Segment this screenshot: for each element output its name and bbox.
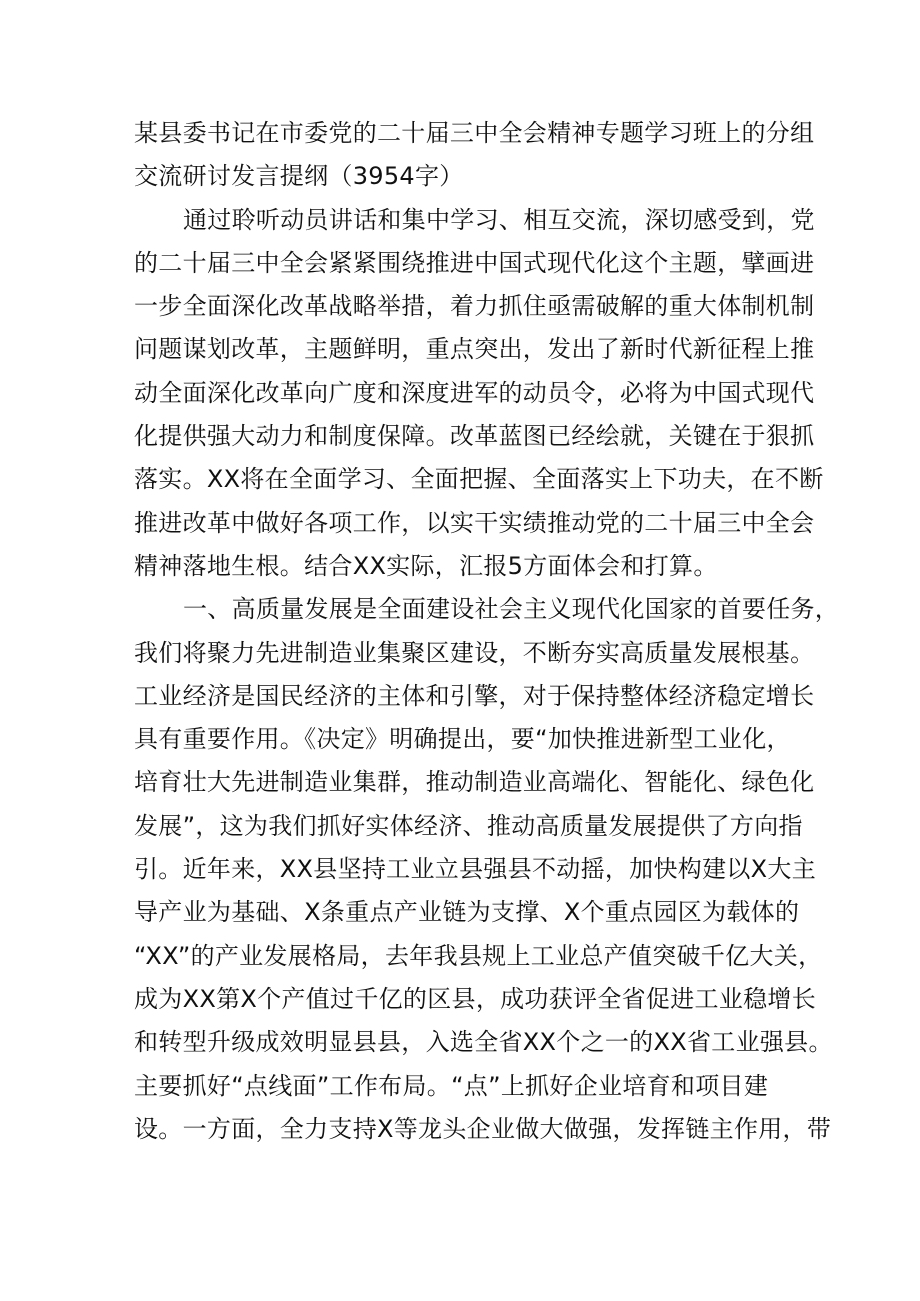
- paragraph-line: 具有重要作用。《决定》明确提出，要“加快推进新型工业化，: [134, 725, 791, 754]
- paragraph-line: 问题谋划改革，主题鲜明，重点突出，发出了新时代新征程上推: [134, 335, 815, 364]
- paragraph-line: 动全面深化改革向广度和深度进军的动员令，必将为中国式现代: [134, 378, 815, 407]
- paragraph-line: 引。近年来，XX县坚持工业立县强县不动摇，加快构建以X大主: [134, 855, 817, 884]
- paragraph-line: 和转型升级成效明显县县，入选全省XX个之一的XX省工业强县。: [134, 1028, 833, 1057]
- paragraph-line: “XX”的产业发展格局，去年我县规上工业总产值突破千亿大关，: [134, 941, 823, 970]
- paragraph-line: 的二十届三中全会紧紧围绕推进中国式现代化这个主题，擘画进: [134, 248, 815, 277]
- paragraph-line: 化提供强大动力和制度保障。改革蓝图已经绘就，关键在于狠抓: [134, 422, 815, 451]
- paragraph-line: 一步全面深化改革战略举措，着力抓住亟需破解的重大体制机制: [134, 292, 815, 321]
- paragraph-line: 落实。XX将在全面学习、全面把握、全面落实上下功夫，在不断: [134, 465, 824, 494]
- paragraph-section-one: [134, 588, 840, 1151]
- paragraph-line: 成为XX第X个产值过千亿的区县，成功获评全省促进工业稳增长: [134, 984, 817, 1013]
- title-line: 交流研讨发言提纲（3954字）: [134, 162, 464, 191]
- paragraph-line: 工业经济是国民经济的主体和引擎，对于保持整体经济稳定增长: [134, 681, 815, 710]
- paragraph-line: 发展”，这为我们抓好实体经济、推动高质量发展提供了方向指: [134, 811, 803, 840]
- paragraph-line: 一、高质量发展是全面建设社会主义现代化国家的首要任务，: [183, 595, 840, 624]
- document-body: [134, 112, 840, 1151]
- paragraph-line: 导产业为基础、X条重点产业链为支撑、X个重点园区为载体的: [134, 898, 800, 927]
- paragraph-line: 精神落地生根。结合XX实际，汇报5方面体会和打算。: [134, 551, 718, 580]
- paragraph-line: 培育壮大先进制造业集群，推动制造业高端化、智能化、绿色化: [134, 768, 815, 797]
- title-line: 某县委书记在市委党的二十届三中全会精神专题学习班上的分组: [134, 119, 815, 147]
- paragraph-intro: [134, 199, 824, 589]
- document-title: [134, 112, 815, 199]
- paragraph-line: 推进改革中做好各项工作，以实干实绩推动党的二十届三中全会: [134, 508, 815, 537]
- paragraph-line: 通过聆听动员讲话和集中学习、相互交流，深切感受到，党: [183, 205, 815, 234]
- paragraph-line: 设。一方面，全力支持X等龙头企业做大做强，发挥链主作用，带: [134, 1114, 832, 1143]
- paragraph-line: 我们将聚力先进制造业集聚区建设，不断夯实高质量发展根基。: [134, 638, 815, 667]
- paragraph-line: 主要抓好“点线面”工作布局。“点”上抓好企业培育和项目建: [134, 1071, 769, 1100]
